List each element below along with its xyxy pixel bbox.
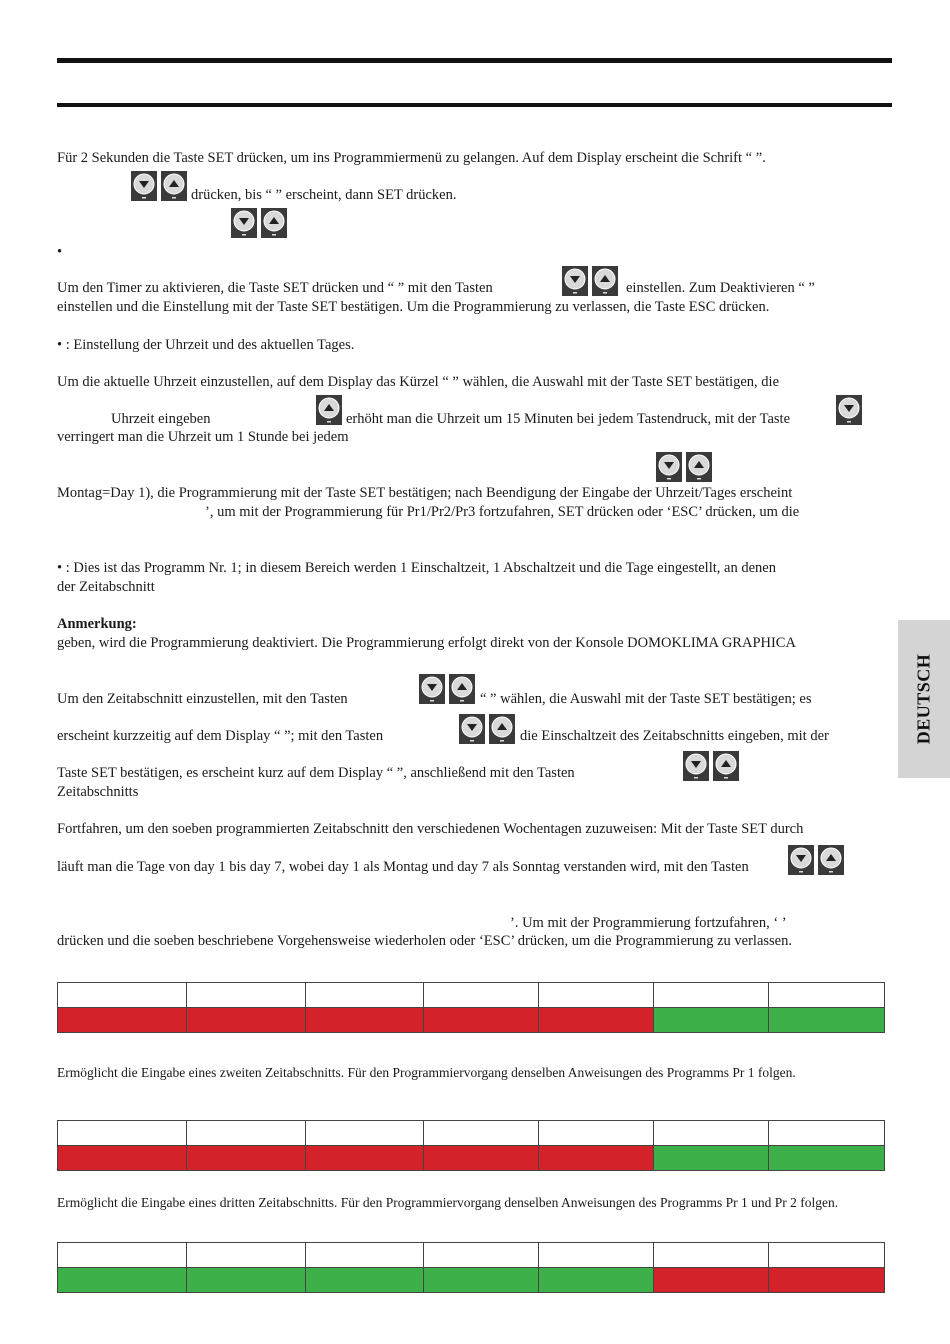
day-cell: [58, 1243, 187, 1268]
day-table-state-row: [58, 1008, 885, 1033]
day-state-on: [769, 1146, 885, 1171]
text-line: der Zeitabschnitt: [57, 579, 155, 595]
text-line: verringert man die Uhrzeit um 1 Stunde bei jedem: [57, 429, 349, 445]
day-table-pr2: [57, 1120, 885, 1171]
text-line: Für 2 Sekunden die Taste SET drücken, um ins Programmiermenü zu gelangen. Auf dem Display erscheint die Schrift “ ”.: [57, 150, 766, 166]
up-arrow-key-icon: [713, 751, 739, 781]
text-line: Ermöglicht die Eingabe eines zweiten Zeitabschnitts. Für den Programmiervorgang denselben Anweisungen des Programms Pr 1 folgen.: [57, 1065, 796, 1080]
text-line: Um die aktuelle Uhrzeit einzustellen, auf dem Display das Kürzel “ ” wählen, die Auswahl mit der Taste SET bestätigen, die: [57, 374, 780, 390]
down-arrow-key-icon: [419, 674, 445, 704]
down-arrow-key-icon: [788, 845, 814, 875]
day-cell: [539, 1243, 654, 1268]
day-state-on: [424, 1268, 539, 1293]
day-table-header-row: [58, 1121, 885, 1146]
day-state-off: [187, 1008, 306, 1033]
text-line: Fortfahren, um den soeben programmierten Zeitabschnitt den verschiedenen Wochentagen zuzuweisen: Mit der Taste SET durch: [57, 821, 804, 837]
down-arrow-key-icon: [656, 452, 682, 482]
text-line: Zeitabschnitts: [57, 784, 139, 800]
down-arrow-key-icon: [683, 751, 709, 781]
language-label: DEUTSCH: [913, 653, 934, 745]
day-state-off: [187, 1146, 306, 1171]
day-state-off: [58, 1146, 187, 1171]
day-table-state-row: [58, 1146, 885, 1171]
text-line: drücken, bis “ ” erscheint, dann SET drücken.: [191, 187, 457, 203]
day-cell: [424, 1243, 539, 1268]
day-state-off: [539, 1008, 654, 1033]
text-line: geben, wird die Programmierung deaktiviert. Die Programmierung erfolgt direkt von der Konsole DOMOKLIMA GRAPHICA: [57, 635, 796, 651]
text-line: läuft man die Tage von day 1 bis day 7, wobei day 1 als Montag und day 7 als Sonntag verstanden wird, mit den Tasten: [57, 859, 749, 875]
day-cell: [539, 983, 654, 1008]
up-arrow-key-icon: [316, 395, 342, 425]
day-state-off: [539, 1146, 654, 1171]
day-table-pr1: [57, 982, 885, 1033]
day-state-on: [654, 1146, 769, 1171]
up-arrow-key-icon: [489, 714, 515, 744]
note-heading: Anmerkung:: [57, 616, 137, 632]
top-rule-1: [57, 58, 892, 63]
down-arrow-key-icon: [459, 714, 485, 744]
text-line: Uhrzeit eingeben: [111, 411, 211, 427]
up-arrow-key-icon: [592, 266, 618, 296]
day-state-on: [58, 1268, 187, 1293]
day-cell: [58, 1121, 187, 1146]
text-line: einstellen. Zum Deaktivieren “ ”: [626, 280, 815, 296]
day-cell: [306, 1243, 424, 1268]
text-line: drücken und die soeben beschriebene Vorgehensweise wiederholen oder ‘ESC’ drücken, um die Programmierung zu verlassen.: [57, 933, 792, 949]
day-cell: [654, 1121, 769, 1146]
text-line: einstellen und die Einstellung mit der Taste SET bestätigen. Um die Programmierung zu verlassen, die Taste ESC drücken.: [57, 299, 770, 315]
text-line: erscheint kurzzeitig auf dem Display “ ”; mit den Tasten: [57, 728, 384, 744]
day-state-off: [306, 1146, 424, 1171]
day-table-pr3: [57, 1242, 885, 1293]
day-cell: [769, 1243, 885, 1268]
up-arrow-key-icon: [818, 845, 844, 875]
language-side-tab: [898, 620, 950, 778]
day-state-off: [306, 1008, 424, 1033]
day-table-state-row: [58, 1268, 885, 1293]
text-line: die Einschaltzeit des Zeitabschnitts eingeben, mit der: [520, 728, 829, 744]
day-table-header-row: [58, 983, 885, 1008]
day-cell: [187, 1121, 306, 1146]
day-state-on: [654, 1008, 769, 1033]
up-arrow-key-icon: [449, 674, 475, 704]
bullet-pr1: • : Dies ist das Programm Nr. 1; in diesem Bereich werden 1 Einschaltzeit, 1 Abschaltzeit und die Tage eingestellt, an denen: [57, 560, 776, 576]
up-arrow-key-icon: [261, 208, 287, 238]
bullet: •: [57, 244, 63, 260]
day-cell: [539, 1121, 654, 1146]
down-arrow-key-icon: [836, 395, 862, 425]
day-state-on: [769, 1008, 885, 1033]
text-line: “ ” wählen, die Auswahl mit der Taste SET bestätigen; es: [480, 691, 812, 707]
day-cell: [769, 983, 885, 1008]
text-line: Um den Zeitabschnitt einzustellen, mit den Tasten: [57, 691, 348, 707]
day-state-off: [58, 1008, 187, 1033]
day-table-header-row: [58, 1243, 885, 1268]
text-line: ’, um mit der Programmierung für Pr1/Pr2/Pr3 fortzufahren, SET drücken oder ‘ESC’ drücken, um die: [205, 504, 800, 520]
day-cell: [58, 983, 187, 1008]
down-arrow-key-icon: [131, 171, 157, 201]
day-cell: [654, 1243, 769, 1268]
bullet-clock: • : Einstellung der Uhrzeit und des aktuellen Tages.: [57, 337, 355, 353]
day-cell: [187, 1243, 306, 1268]
down-arrow-key-icon: [231, 208, 257, 238]
text-line: ’. Um mit der Programmierung fortzufahren, ‘ ’: [510, 915, 787, 931]
text-line: Um den Timer zu aktivieren, die Taste SET drücken und “ ” mit den Tasten: [57, 280, 493, 296]
day-state-off: [424, 1146, 539, 1171]
day-cell: [654, 983, 769, 1008]
day-cell: [424, 983, 539, 1008]
text-line: erhöht man die Uhrzeit um 15 Minuten bei jedem Tastendruck, mit der Taste: [346, 411, 790, 427]
text-line: Ermöglicht die Eingabe eines dritten Zeitabschnitts. Für den Programmiervorgang denselben Anweisungen des Programms Pr 1 und Pr 2 folgen.: [57, 1195, 839, 1210]
up-arrow-key-icon: [686, 452, 712, 482]
day-cell: [187, 983, 306, 1008]
up-arrow-key-icon: [161, 171, 187, 201]
day-state-on: [539, 1268, 654, 1293]
day-cell: [306, 1121, 424, 1146]
text-line: Montag=Day 1), die Programmierung mit der Taste SET bestätigen; nach Beendigung der Eingabe der Uhrzeit/Tages erscheint: [57, 485, 793, 501]
day-state-off: [424, 1008, 539, 1033]
day-state-on: [187, 1268, 306, 1293]
day-state-on: [306, 1268, 424, 1293]
day-cell: [306, 983, 424, 1008]
day-state-off: [654, 1268, 769, 1293]
day-state-off: [769, 1268, 885, 1293]
down-arrow-key-icon: [562, 266, 588, 296]
day-cell: [769, 1121, 885, 1146]
text-line: Taste SET bestätigen, es erscheint kurz auf dem Display “ ”, anschließend mit den Tasten: [57, 765, 575, 781]
top-rule-2: [57, 103, 892, 107]
day-cell: [424, 1121, 539, 1146]
